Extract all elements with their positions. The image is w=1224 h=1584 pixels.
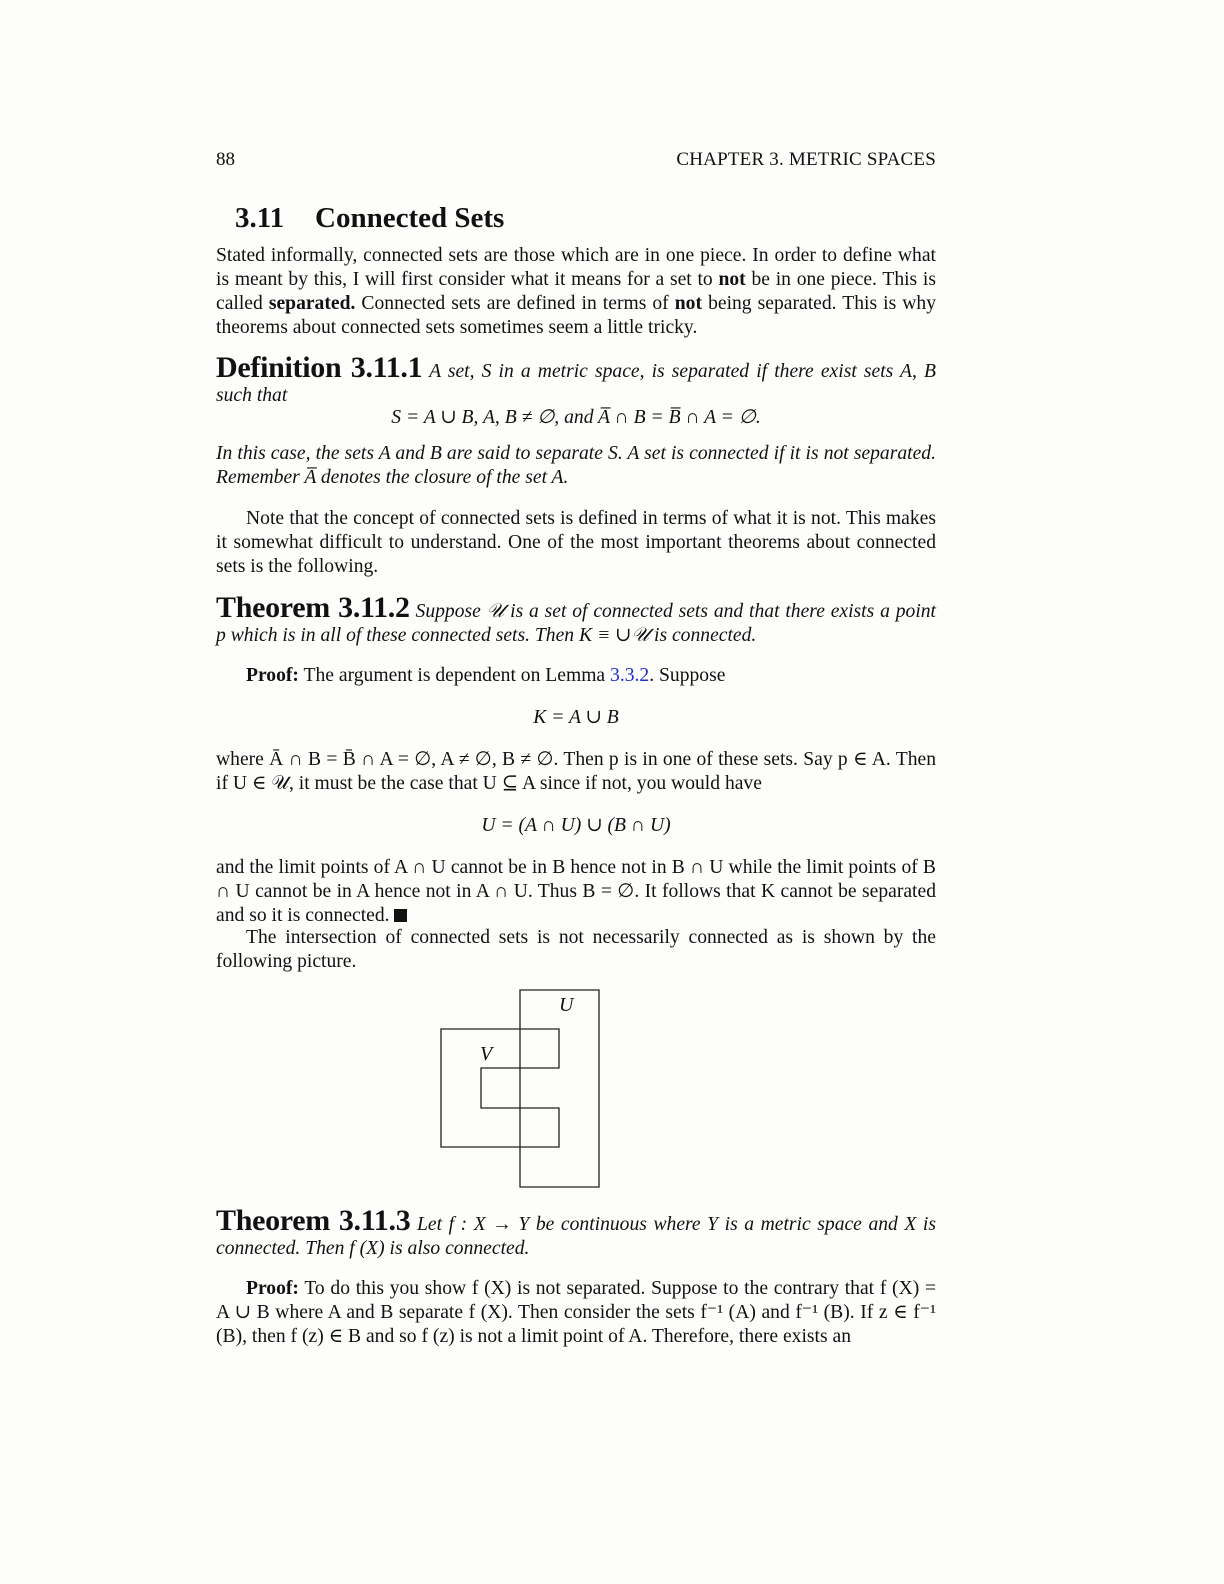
theorem-2-text: Let f : X → Y be continuous where Y is a metric space and X is connected. Then f (X) is also connected.	[216, 1214, 937, 1259]
theorem-text: Suppose 𝒰 is a set of connected sets and that there exists a point p which is in all of these connected sets. Then K ≡ ∪𝒰 is connected.	[216, 601, 936, 646]
intro-text-1: Stated informally, connected sets are those which are in one piece. In order to define what is meant by this, I will first consider what it means for a set to	[216, 245, 936, 290]
intro-text-3: Connected sets are defined in terms of	[355, 293, 675, 314]
intersection-note: The intersection of connected sets is not necessarily connected as is shown by the following picture.	[216, 927, 936, 972]
intro-bold-not-2: not	[674, 293, 703, 314]
set-u-outline	[520, 990, 599, 1187]
connected-sets-figure	[430, 982, 610, 1194]
intro-text-2: be in one piece. This is called	[216, 269, 937, 314]
proof-label: Proof:	[246, 665, 299, 686]
proof-2-text: To do this you show f (X) is not separated. Suppose to the contrary that f (X) = A ∪ B where A and B separate f (X). Then consider the sets f⁻¹ (A) and f⁻¹ (B). If z ∈ f⁻¹ (B), then f (z) ∈ B and so f (z) is not a limit point of A. Therefore, there exists an	[216, 1278, 936, 1347]
intro-bold-not: not	[718, 269, 746, 290]
proof-2	[216, 1277, 936, 1349]
running-header	[216, 148, 936, 174]
theorem-3-11-3	[216, 1204, 937, 1261]
chapter-title: CHAPTER 3. METRIC SPACES	[676, 149, 936, 170]
label-v: V	[480, 1043, 493, 1065]
definition-formula: S = A ∪ B, A, B ≠ ∅, and A̅ ∩ B = B̅ ∩ A = ∅.	[391, 407, 761, 428]
proof-1-text-4	[216, 856, 936, 928]
qed-square-icon	[394, 909, 407, 922]
definition-label: Definition 3.11.1	[216, 351, 423, 384]
theorem-3-11-2	[216, 591, 936, 648]
definition-text-1: A set, S in a metric space, is separated if there exist sets A, B such that	[216, 361, 936, 406]
equation-u: U = (A ∩ U) ∪ (B ∩ U)	[481, 815, 671, 836]
section-title: Connected Sets	[315, 202, 505, 234]
section-heading	[235, 200, 504, 236]
proof-1-text-3: where Ā ∩ B = B̄ ∩ A = ∅, A ≠ ∅, B ≠ ∅. Then p is in one of these sets. Say p ∈ A. Then if U ∈ 𝒰, it must be the case that U ⊆ A since if not, you would have	[216, 749, 936, 794]
intro-text-4: being separated. This is why theorems about connected sets sometimes seem a little tricky.	[216, 293, 936, 338]
proof-1-intro	[216, 664, 936, 688]
lemma-reference-link[interactable]: 3.3.2	[610, 665, 650, 686]
note-paragraph: Note that the concept of connected sets is defined in terms of what it is not. This makes it somewhat difficult to understand. One of the most important theorems about connected sets is the following.	[216, 508, 936, 577]
theorem-label: Theorem 3.11.2	[216, 591, 410, 624]
proof-2-label: Proof:	[246, 1278, 299, 1299]
proof-conclusion: and the limit points of A ∩ U cannot be in B hence not in B ∩ U while the limit points of B ∩ U cannot be in A hence not in A ∩ U. Thus B = ∅. It follows that K cannot be separated and so it is connected.	[216, 857, 936, 926]
intro-bold-separated: separated.	[268, 293, 356, 314]
definition-block	[216, 351, 936, 408]
proof-text-1: The argument is dependent on Lemma	[298, 665, 611, 686]
theorem-2-label: Theorem 3.11.3	[216, 1204, 411, 1237]
definition-text-2: In this case, the sets A and B are said to separate S. A set is connected if it is not separated. Remember A̅ denotes the closure of the set A.	[216, 443, 936, 488]
label-u: U	[559, 994, 574, 1016]
page-number: 88	[216, 149, 235, 170]
section-number: 3.11	[235, 202, 285, 234]
set-v-outline	[441, 1029, 559, 1147]
intro-paragraph	[216, 244, 936, 340]
proof-text-2: . Suppose	[649, 665, 726, 686]
equation-k: K = A ∪ B	[533, 707, 619, 728]
